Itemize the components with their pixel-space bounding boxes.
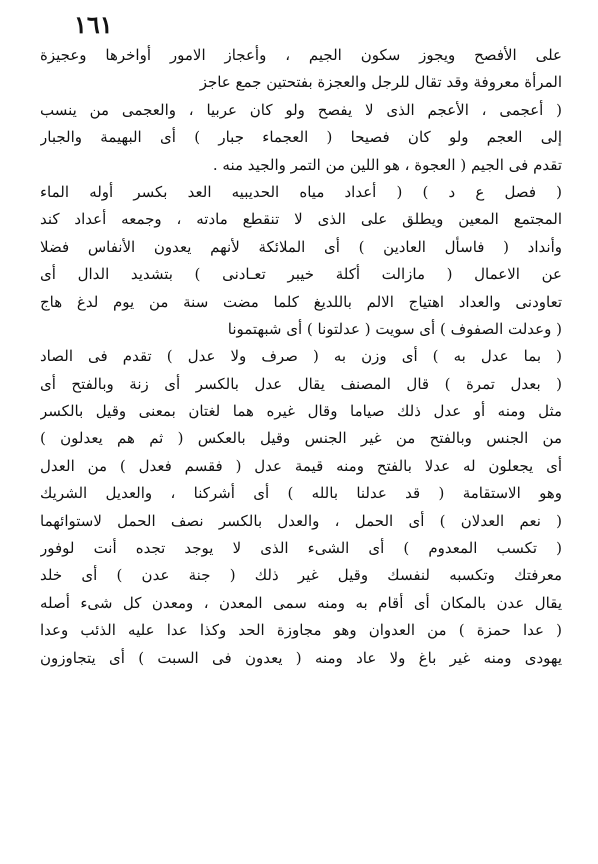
- text-line-22: ( عدا حمزة ) من العدوان وهو مجاوزة الحد وكذا عدا عليه الذئب وعدا: [40, 621, 562, 640]
- text-line-7: المجتمع المعين ويطلق على الذى لا تنقطع مادته ، وجمعه أعداد كند: [40, 210, 562, 229]
- text-line-5: تقدم فى الجيم ( العجوة ، هو اللين من التمر والجيد منه .: [212, 155, 562, 174]
- text-line-4: إلى العجم ولو كان فصيحا ( العجماء جبار ) أى البهيمة والجبار: [40, 128, 562, 147]
- text-line-6: ( فصل ع د ) ( أعداد مياه الحديبيه العد بكسر أوله الماء: [40, 182, 562, 201]
- page-body-text: [40, 42, 562, 672]
- text-line-3: ( أعجمى ، الأعجم الذى لا يفصح ولو كان عربيا ، والعجمى من ينسب: [40, 100, 562, 119]
- text-line-23: يهودى ومنه غير باغ ولا عاد ومنه ( يعدون فى السبت ) أى يتجاوزون: [40, 648, 562, 667]
- text-line-14: مثل ومنه أو عدل ذلك صياما وقال غيره هما لغتان بمعنى وقيل بالكسر: [40, 402, 562, 421]
- text-line-16: أى يجعلون له عدلا بالفتح ومنه قيمة عدل ( فقسم فعدل ) من العدل: [40, 456, 562, 475]
- text-line-12: ( بما عدل به ) أى وزن به ( صرف ولا عدل ) تقدم فى الصاد: [40, 347, 562, 366]
- text-line-19: ( تكسب المعدوم ) أى الشىء الذى لا يوجد تجده أنت لوفور: [40, 539, 562, 558]
- text-line-10: تعاودنى والعداد اهتياج الالم باللديغ كلما مضت سنة من يوم لدغ هاج: [40, 292, 562, 311]
- text-line-9: عن الاعمال ( مازالت أكلة خيبر تعـادنى ) بتشديد الدال أى: [40, 265, 562, 284]
- page-number: ١٦١: [74, 10, 113, 39]
- text-line-21: يقال عدن بالمكان أى أقام به ومنه سمى المعدن ، ومعدن كل شىء أصله: [40, 593, 562, 612]
- text-line-20: معرفتك وتكسبه لنفسك وقيل غير ذلك ( جنة عدن ) أى خلد: [40, 566, 562, 585]
- text-line-11: ( وعدلت الصفوف ) أى سويت ( عدلتونا ) أى شبهتمونا: [227, 319, 562, 338]
- text-line-1: على الأفصح ويجوز سكون الجيم ، وأعجاز الامور أواخرها وعجيزة: [40, 46, 562, 64]
- text-line-13: ( بعدل تمرة ) قال المصنف يقال عدل بالكسر أى زنة وبالفتح أى: [40, 374, 562, 393]
- text-line-2: المرأة معروفة وقد تقال للرجل والعجزة بفتحتين جمع عاجز: [199, 73, 562, 92]
- text-line-17: وهو الاستقامة ( قد عدلنا بالله ) أى أشركنا ، والعديل الشريك: [40, 484, 562, 503]
- text-line-8: وأنداد ( فاسأل العادين ) أى الملائكة لأنهم يعدون الأنفاس فضلا: [40, 237, 562, 256]
- text-line-15: من الجنس وبالفتح من غير الجنس وقيل بالعكس ( ثم هم يعدلون ): [40, 429, 562, 448]
- text-line-18: ( نعم العدلان ) أى الحمل ، والعدل بالكسر نصف الحمل لاستوائهما: [40, 511, 562, 530]
